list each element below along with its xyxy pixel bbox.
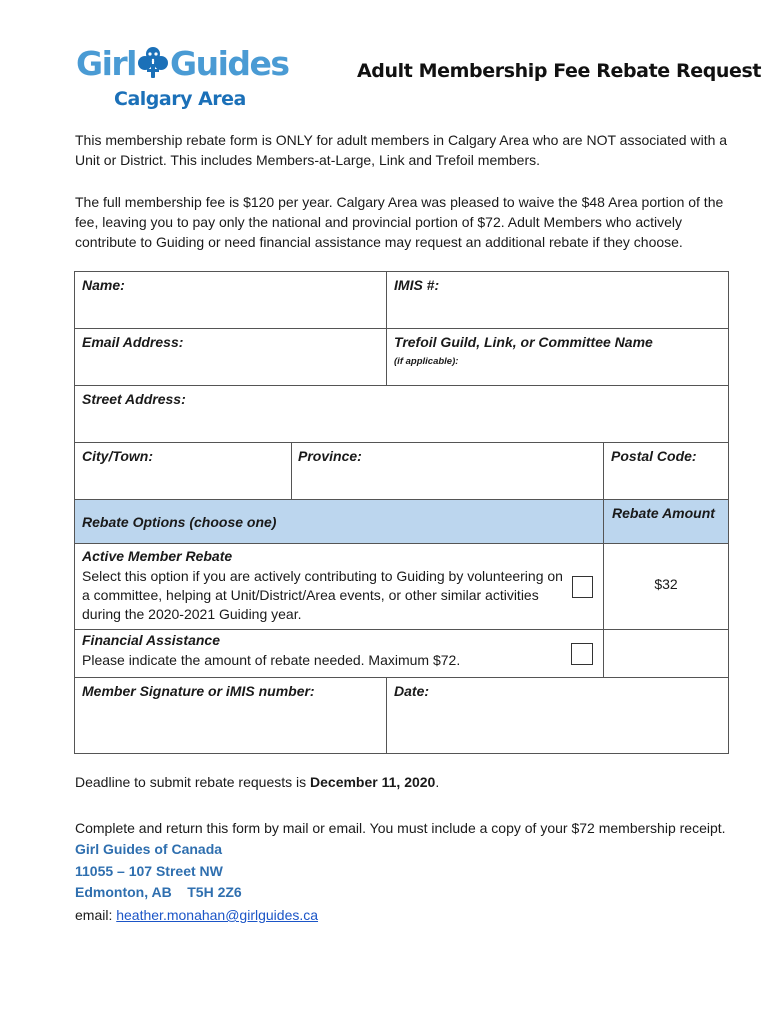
- logo-brand-right: Guides: [169, 44, 289, 83]
- deadline-date: December 11, 2020: [310, 774, 436, 790]
- trefoil-guild-label: Trefoil Guild, Link, or Committee Name: [394, 334, 653, 350]
- intro-paragraph-1: This membership rebate form is ONLY for adult members in Calgary Area who are NOT associated with a Unit or District. This includes Members-at-Large, Link and Trefoil members.: [75, 132, 728, 168]
- page-title: Adult Membership Fee Rebate Request: [357, 60, 762, 82]
- active-member-option: [75, 544, 604, 630]
- deadline-suffix: .: [435, 774, 440, 790]
- financial-assistance-desc: Please indicate the amount of rebate needed. Maximum $72.: [82, 652, 461, 668]
- deadline-prefix: Deadline to submit rebate requests is: [75, 774, 311, 790]
- contact-email-link[interactable]: heather.monahan@girlguides.ca: [116, 907, 319, 923]
- girl-guides-logo: [76, 44, 289, 116]
- org-city: Edmonton, AB T5H 2Z6: [75, 884, 242, 900]
- logo-area: Calgary Area: [114, 88, 246, 110]
- active-member-desc: Select this option if you are actively contributing to Guiding by volunteering on a committee, helping at Unit/District/Area events, or other similar activities during the 2020-2021 Guiding year.: [82, 568, 563, 622]
- email-field[interactable]: [75, 329, 387, 386]
- rebate-form-table: [74, 271, 729, 754]
- financial-assistance-amount[interactable]: [604, 630, 729, 678]
- rebate-options-header: [75, 500, 604, 544]
- rebate-amount-header: [604, 500, 729, 544]
- signature-field[interactable]: [75, 678, 387, 754]
- trefoil-icon: [137, 46, 169, 80]
- trefoil-guild-field[interactable]: [387, 329, 729, 386]
- signature-label: Member Signature or iMIS number:: [82, 683, 315, 699]
- postal-code-label: Postal Code:: [611, 448, 697, 464]
- instructions-text: Complete and return this form by mail or email. You must include a copy of your $72 membership receipt.: [75, 820, 726, 836]
- imis-field[interactable]: [387, 272, 729, 329]
- date-field[interactable]: [387, 678, 729, 754]
- email-prefix: email:: [75, 907, 117, 923]
- deadline-line: [75, 772, 439, 792]
- province-field[interactable]: [292, 443, 604, 500]
- postal-code-field[interactable]: [604, 443, 729, 500]
- street-address-field[interactable]: [75, 386, 729, 443]
- active-member-title: Active Member Rebate: [82, 548, 233, 564]
- imis-label: IMIS #:: [394, 277, 440, 293]
- logo-brand-left: Girl: [76, 44, 136, 83]
- province-label: Province:: [298, 448, 362, 464]
- city-label: City/Town:: [82, 448, 154, 464]
- name-label: Name:: [82, 277, 125, 293]
- financial-assistance-checkbox[interactable]: [571, 643, 593, 665]
- trefoil-guild-sublabel: (if applicable):: [394, 356, 459, 367]
- street-address-label: Street Address:: [82, 391, 186, 407]
- date-label: Date:: [394, 683, 430, 699]
- active-member-amount: $32: [604, 544, 729, 630]
- rebate-amount-label: Rebate Amount: [612, 505, 715, 521]
- org-street: 11055 – 107 Street NW: [75, 863, 223, 879]
- intro-paragraph-2: The full membership fee is $120 per year. Calgary Area was pleased to waive the $48 Area portion of the fee, leaving you to pay only the national and provincial portion of $72. Adult Members who actively contribute to Guiding or need financial assistance may request an additional rebate if they choose.: [75, 194, 724, 250]
- financial-assistance-title: Financial Assistance: [82, 632, 220, 648]
- name-field[interactable]: [75, 272, 387, 329]
- logo-wordmark: [76, 44, 289, 83]
- org-name: Girl Guides of Canada: [75, 841, 223, 857]
- city-field[interactable]: [75, 443, 292, 500]
- email-label: Email Address:: [82, 334, 184, 350]
- active-member-checkbox[interactable]: [572, 576, 593, 598]
- rebate-options-label: Rebate Options (choose one): [82, 513, 277, 530]
- email-line: [75, 905, 318, 925]
- financial-assistance-option: [75, 630, 604, 678]
